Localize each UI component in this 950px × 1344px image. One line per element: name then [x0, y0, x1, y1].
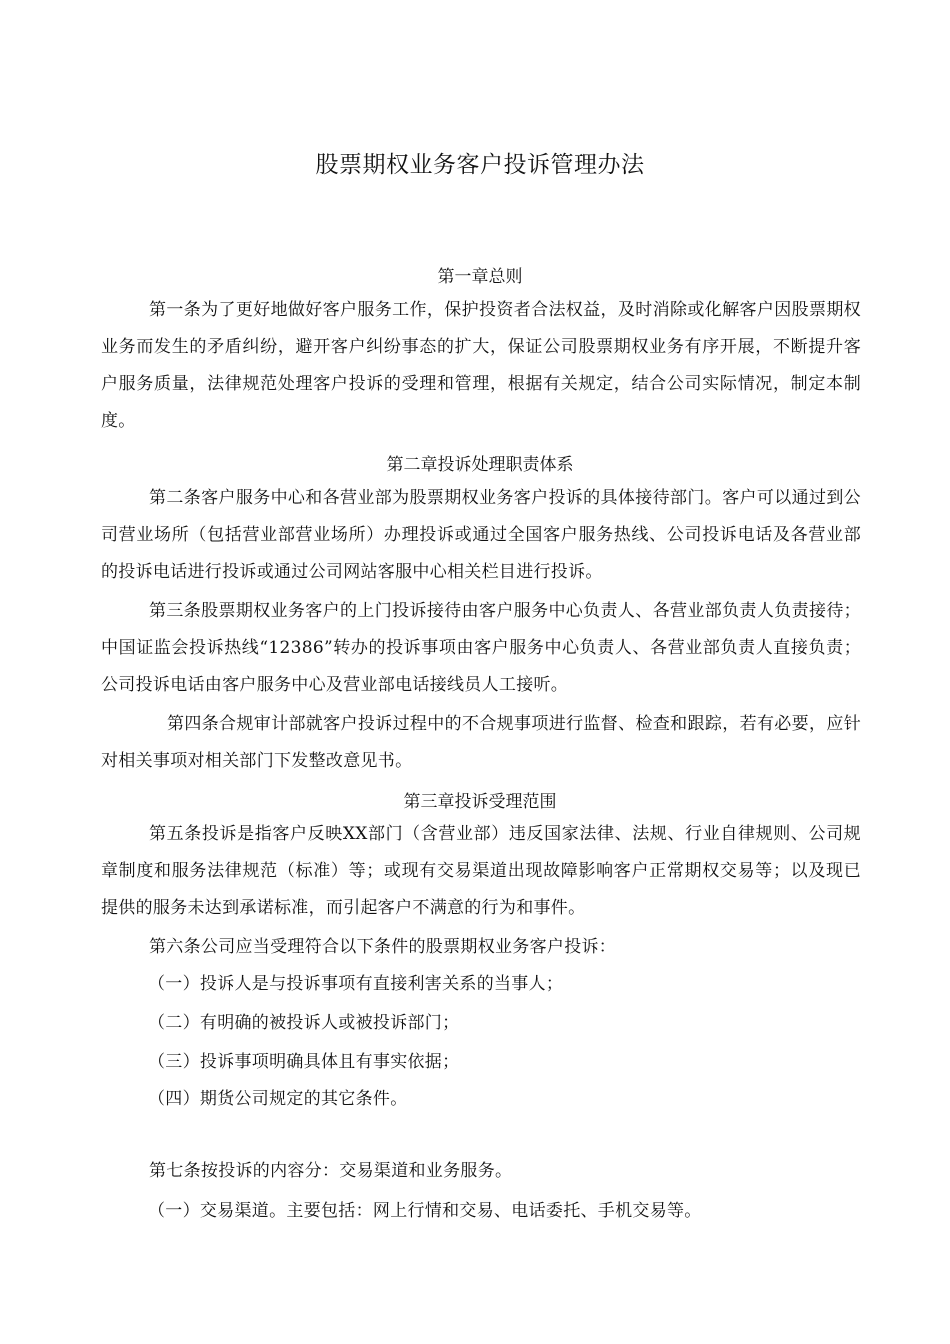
chapter-3-heading: 第三章投诉受理范围 — [403, 792, 557, 812]
article-6-item-1: （一）投诉人是与投诉事项有直接利害关系的当事人； — [148, 974, 564, 994]
chapter-1-heading: 第一章总则 — [437, 267, 523, 287]
article-6-item-3: （三）投诉事项明确具体且有事实依据； — [148, 1052, 460, 1072]
article-7-paragraph: 第七条按投诉的内容分：交易渠道和业务服务。 — [149, 1161, 513, 1181]
article-5-paragraph: 第五条投诉是指客户反映XX部门（含营业部）违反国家法律、法规、行业自律规则、公司规章制度和服务法律规范（标准）等；或现有交易渠道出现故障影响客户正常期权交易等；以及现已提供的服务未达到承诺标准，而引起客户不满意的行为和事件。 — [101, 824, 861, 918]
article-2-paragraph: 第二条客户服务中心和各营业部为股票期权业务客户投诉的具体接待部门。客户可以通过到公司营业场所（包括营业部营业场所）办理投诉或通过全国客户服务热线、公司投诉电话及各营业部的投诉电话进行投诉或通过公司网站客服中心相关栏目进行投诉。 — [101, 488, 861, 582]
article-3-paragraph: 第三条股票期权业务客户的上门投诉接待由客户服务中心负责人、各营业部负责人负责接待；中国证监会投诉热线“12386”转办的投诉事项由客户服务中心负责人、各营业部负责人直接负责；公司投诉电话由客户服务中心及营业部电话接线员人工接听。 — [101, 601, 861, 695]
article-1-paragraph: 第一条为了更好地做好客户服务工作，保护投资者合法权益，及时消除或化解客户因股票期权业务而发生的矛盾纠纷，避开客户纠纷事态的扩大，保证公司股票期权业务有序开展，不断提升客户服务质量，法律规范处理客户投诉的受理和管理，根据有关规定，结合公司实际情况，制定本制度。 — [101, 300, 861, 431]
article-6-item-2: （二）有明确的被投诉人或被投诉部门； — [148, 1013, 460, 1033]
article-4-paragraph: 第四条合规审计部就客户投诉过程中的不合规事项进行监督、检查和跟踪，若有必要，应针对相关事项对相关部门下发整改意见书。 — [101, 714, 861, 771]
article-7-item-1: （一）交易渠道。主要包括：网上行情和交易、电话委托、手机交易等。 — [148, 1201, 702, 1221]
chapter-2-heading: 第二章投诉处理职责体系 — [386, 455, 574, 475]
article-6-item-4: （四）期货公司规定的其它条件。 — [148, 1089, 408, 1109]
article-6-paragraph: 第六条公司应当受理符合以下条件的股票期权业务客户投诉： — [149, 937, 617, 957]
document-title: 股票期权业务客户投诉管理办法 — [315, 152, 645, 178]
